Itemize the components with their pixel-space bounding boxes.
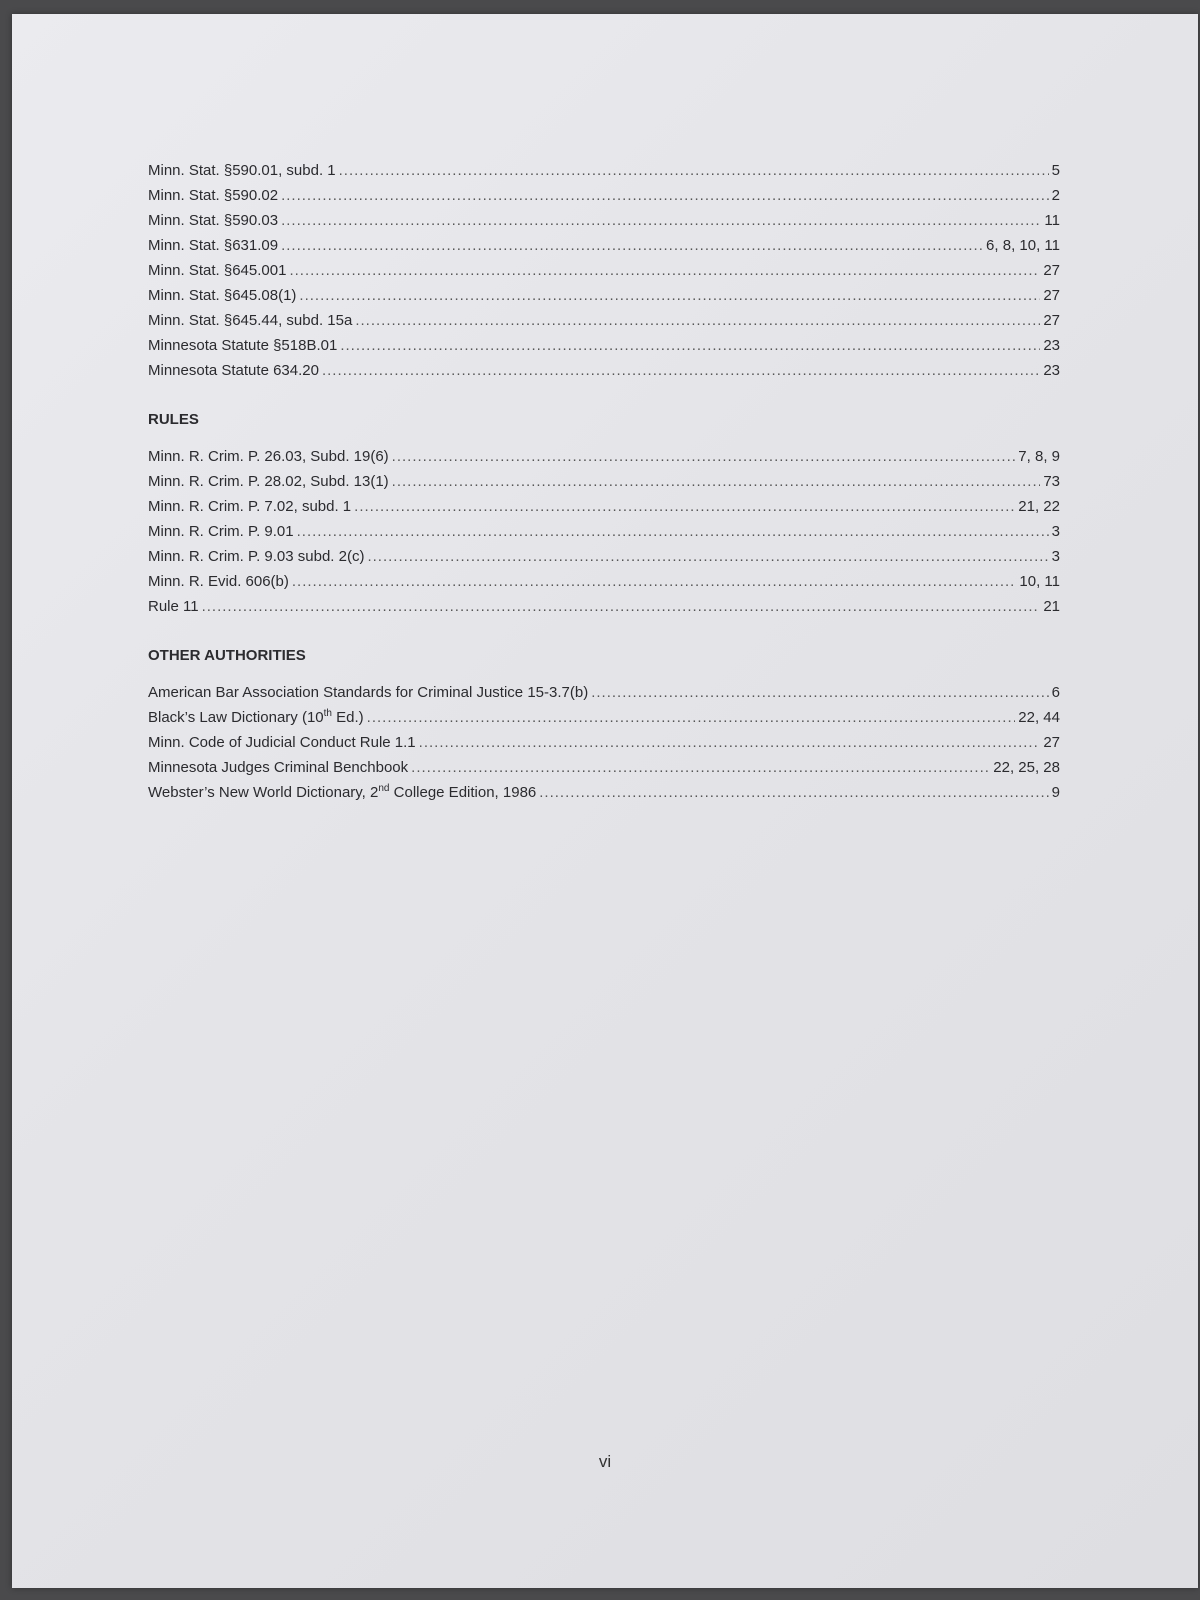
entry-pages: 27 — [1043, 312, 1060, 329]
entry-title: Minn. R. Crim. P. 9.01 — [148, 523, 294, 540]
dot-leader — [411, 755, 990, 780]
entry-pages: 2 — [1051, 187, 1060, 204]
dot-leader — [281, 208, 1041, 233]
entry-title: Minnesota Statute §518B.01 — [148, 337, 338, 354]
list-item — [148, 705, 1060, 730]
entry-title: Minn. R. Crim. P. 7.02, subd. 1 — [148, 498, 352, 515]
dot-leader — [299, 283, 1040, 308]
entry-title: Minn. Stat. §590.01, subd. 1 — [148, 162, 336, 179]
entry-title-rest: Ed.) — [331, 709, 364, 726]
list-item — [148, 444, 1060, 469]
entry-pages: 21, 22 — [1018, 498, 1060, 515]
statutes-list — [148, 158, 1060, 383]
entry-title: Minn. R. Evid. 606(b) — [148, 573, 289, 590]
entry-pages: 11 — [1044, 212, 1060, 229]
entry-pages: 10, 11 — [1019, 573, 1060, 590]
entry-title: Minn. R. Crim. P. 26.03, Subd. 19(6) — [148, 448, 389, 465]
entry-pages: 9 — [1051, 784, 1060, 801]
dot-leader — [354, 494, 1015, 519]
section-heading-rules: RULES — [148, 411, 199, 428]
entry-title: Minn. Stat. §645.001 — [148, 262, 287, 279]
dot-leader — [419, 730, 1041, 755]
list-item — [148, 469, 1060, 494]
entry-pages: 22, 25, 28 — [993, 759, 1060, 776]
entry-title — [148, 780, 536, 805]
list-item — [148, 494, 1060, 519]
dot-leader — [297, 519, 1049, 544]
list-item — [148, 730, 1060, 755]
list-item — [148, 158, 1060, 183]
entry-title — [148, 705, 364, 730]
entry-title-rest: College Edition, 1986 — [389, 784, 537, 801]
entry-title: Minn. R. Crim. P. 9.03 subd. 2(c) — [148, 548, 365, 565]
entry-pages: 27 — [1043, 734, 1060, 751]
entry-pages: 6 — [1051, 684, 1060, 701]
list-item — [148, 680, 1060, 705]
dot-leader — [281, 183, 1049, 208]
entry-pages: 23 — [1043, 337, 1060, 354]
list-item — [148, 183, 1060, 208]
dot-leader — [281, 233, 983, 258]
dot-leader — [367, 705, 1016, 730]
other-authorities-list — [148, 680, 1060, 805]
dot-leader — [289, 258, 1040, 283]
entry-title: Rule 11 — [148, 598, 199, 615]
list-item — [148, 308, 1060, 333]
list-item — [148, 233, 1060, 258]
list-item — [148, 283, 1060, 308]
list-item — [148, 208, 1060, 233]
list-item — [148, 594, 1060, 619]
entry-pages: 22, 44 — [1018, 709, 1060, 726]
entry-pages: 7, 8, 9 — [1018, 448, 1060, 465]
entry-pages: 3 — [1051, 548, 1060, 565]
list-item — [148, 780, 1060, 805]
list-item — [148, 544, 1060, 569]
dot-leader — [202, 594, 1041, 619]
entry-title: American Bar Association Standards for Criminal Justice 15-3.7(b) — [148, 684, 589, 701]
entry-pages: 73 — [1043, 473, 1060, 490]
ordinal-suffix: nd — [378, 783, 390, 794]
dot-leader — [339, 158, 1049, 183]
page-number: vi — [598, 1452, 612, 1471]
dot-leader — [322, 358, 1040, 383]
section-heading-other-authorities: OTHER AUTHORITIES — [148, 647, 306, 664]
entry-pages: 27 — [1043, 287, 1060, 304]
entry-pages: 3 — [1051, 523, 1060, 540]
entry-pages: 21 — [1043, 598, 1060, 615]
entry-title: Minn. Stat. §590.03 — [148, 212, 279, 229]
entry-pages: 6, 8, 10, 11 — [986, 237, 1060, 254]
dot-leader — [340, 333, 1040, 358]
table-of-authorities — [148, 158, 1060, 805]
entry-title: Minn. Code of Judicial Conduct Rule 1.1 — [148, 734, 416, 751]
rules-list — [148, 444, 1060, 619]
list-item — [148, 258, 1060, 283]
dot-leader — [392, 469, 1041, 494]
entry-pages: 5 — [1051, 162, 1060, 179]
entry-title: Minn. R. Crim. P. 28.02, Subd. 13(1) — [148, 473, 389, 490]
dot-leader — [539, 780, 1048, 805]
entry-title: Minn. Stat. §590.02 — [148, 187, 279, 204]
entry-title: Minn. Stat. §645.08(1) — [148, 287, 297, 304]
dot-leader — [591, 680, 1048, 705]
list-item — [148, 569, 1060, 594]
entry-title-main: Webster’s New World Dictionary, 2 — [148, 784, 379, 801]
document-page — [12, 14, 1198, 1588]
entry-title: Minnesota Statute 634.20 — [148, 362, 319, 379]
dot-leader — [392, 444, 1016, 469]
entry-title-main: Black’s Law Dictionary (10 — [148, 709, 324, 726]
dot-leader — [292, 569, 1017, 594]
dot-leader — [367, 544, 1048, 569]
entry-pages: 23 — [1043, 362, 1060, 379]
ordinal-suffix: th — [323, 708, 332, 719]
entry-title: Minn. Stat. §645.44, subd. 15a — [148, 312, 353, 329]
entry-title: Minn. Stat. §631.09 — [148, 237, 279, 254]
list-item — [148, 755, 1060, 780]
entry-title: Minnesota Judges Criminal Benchbook — [148, 759, 409, 776]
list-item — [148, 358, 1060, 383]
dot-leader — [355, 308, 1040, 333]
list-item — [148, 333, 1060, 358]
list-item — [148, 519, 1060, 544]
entry-pages: 27 — [1043, 262, 1060, 279]
